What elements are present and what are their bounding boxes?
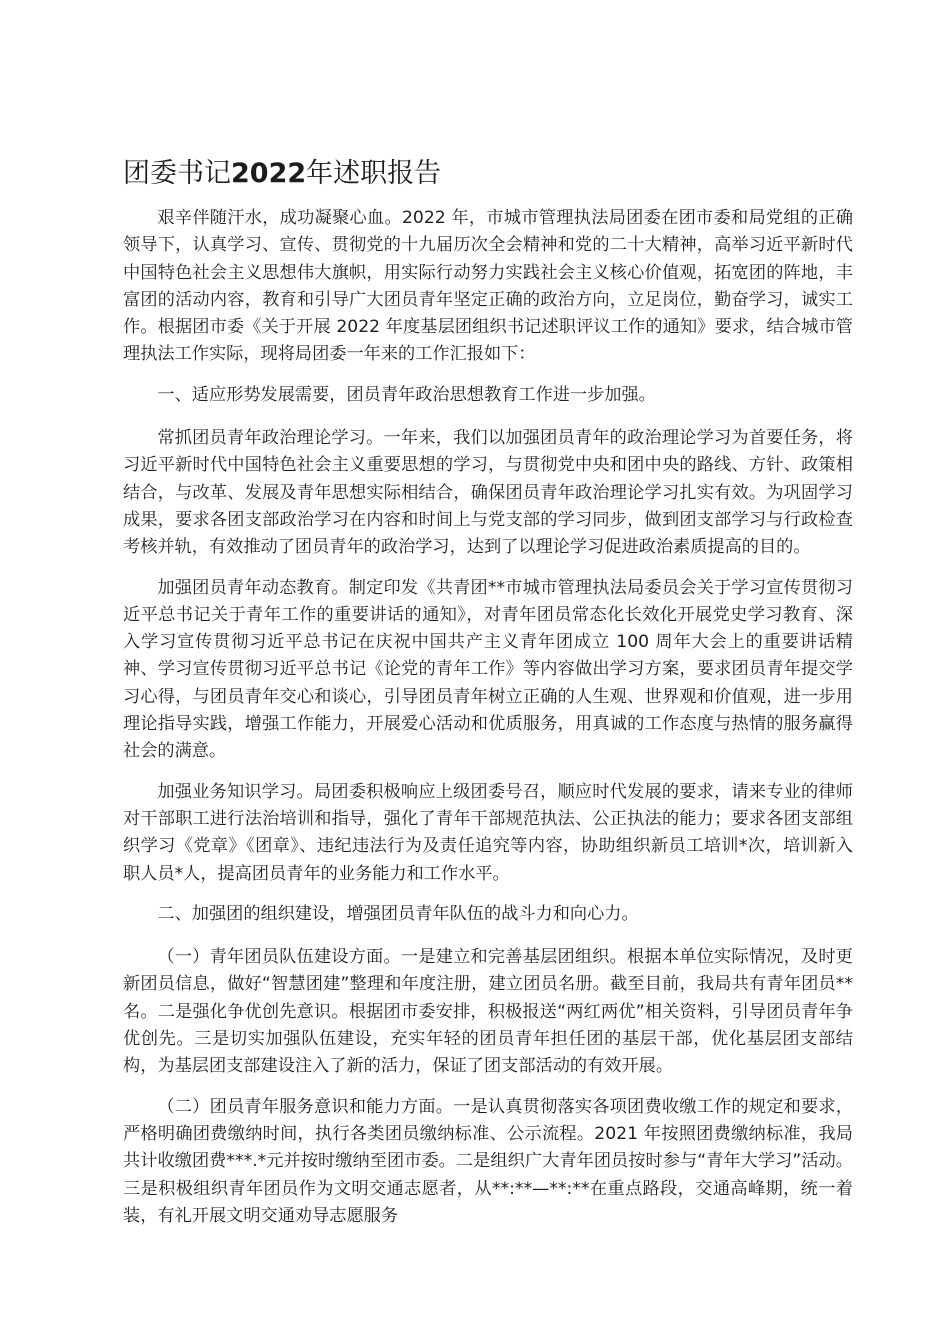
paragraph-service-ability: （二）团员青年服务意识和能力方面。一是认真贯彻落实各项团费收缴工作的规定和要求，严格明确团费缴纳时间，执行各类团员缴纳标准、公示流程。2021 年按照团费缴纳标准，我局共计收缴团费***.*元并按时缴纳至团市委。二是组织广大青年团员按时参与“青年大学习”活动。三是积极组织青年团员作为文明交通志愿者，从**:**—**:**在重点路段，交通高峰期，统一着装，有礼开展文明交通劝导志愿服务 [123,1096,853,1226]
paragraph-political-theory: 常抓团员青年政治理论学习。一年来，我们以加强团员青年的政治理论学习为首要任务，将习近平新时代中国特色社会主义重要思想的学习，与贯彻党中央和团中央的路线、方针、政策相结合，与改革、发展及青年思想实际相结合，确保团员青年政治理论学习扎实有效。为巩固学习成果，要求各团支部政治学习在内容和时间上与党支部的学习同步，做到团支部学习与行政检查考核并轨，有效推动了团员青年的政治学习，达到了以理论学习促进政治素质提高的目的。 [123,428,853,558]
paragraph-team-building: （一）青年团员队伍建设方面。一是建立和完善基层团组织。根据本单位实际情况，及时更新团员信息，做好“智慧团建”整理和年度注册，建立团员名册。截至目前，我局共有青年团员**名。二是强化争优创先意识。根据团市委安排，积极报送“两红两优”相关资料，引导团员青年争优创先。三是切实加强队伍建设，充实年轻的团员青年担任团的基层干部，优化基层团支部结构，为基层团支部建设注入了新的活力，保证了团支部活动的有效开展。 [123,947,853,1077]
title-prefix: 团委书记 [123,158,231,189]
document-body [123,205,853,1243]
paragraph-intro: 艰辛伴随汗水，成功凝聚心血。2022 年，市城市管理执法局团委在团市委和局党组的正确领导下，认真学习、宣传、贯彻党的十九届历次全会精神和党的二十大精神，高举习近平新时代中国特色社会主义思想伟大旗帜，用实际行动努力实践社会主义核心价值观，拓宽团的阵地，丰富团的活动内容，教育和引导广大团员青年坚定正确的政治方向，立足岗位，勤奋学习，诚实工作。根据团市委《关于开展 2022 年度基层团组织书记述职评议工作的通知》要求，结合城市管理执法工作实际，现将局团委一年来的工作汇报如下： [123,208,853,365]
paragraph-dynamic-education: 加强团员青年动态教育。制定印发《共青团**市城市管理执法局委员会关于学习宣传贯彻习近平总书记关于青年工作的重要讲话的通知》，对青年团员常态化长效化开展党史学习教育、深入学习宣传贯彻习近平总书记在庆祝中国共产主义青年团成立 100 周年大会上的重要讲话精神、学习宣传贯彻习近平总书记《论党的青年工作》等内容做出学习方案，要求团员青年提交学习心得，与团员青年交心和谈心，引导团员青年树立正确的人生观、世界观和价值观，进一步用理论指导实践，增强工作能力，开展爱心活动和优质服务，用真诚的工作态度与热情的服务赢得社会的满意。 [123,577,853,762]
document-title [123,148,843,200]
paragraph-business-knowledge: 加强业务知识学习。局团委积极响应上级团委号召，顺应时代发展的要求，请来专业的律师对干部职工进行法治培训和指导，强化了青年干部规范执法、公正执法的能力；要求各团支部组织学习《党章》《团章》、违纪违法行为及责任追究等内容，协助组织新员工培训*次，培训新入职人员*人，提高团员青年的业务能力和工作水平。 [123,781,853,884]
title-year: 2022 [231,158,307,189]
title-suffix: 年述职报告 [306,158,442,189]
section-heading-1: 一、适应形势发展需要，团员青年政治思想教育工作进一步加强。 [157,384,656,405]
section-heading-2: 二、加强团的组织建设，增强团员青年队伍的战斗力和向心力。 [157,903,639,924]
